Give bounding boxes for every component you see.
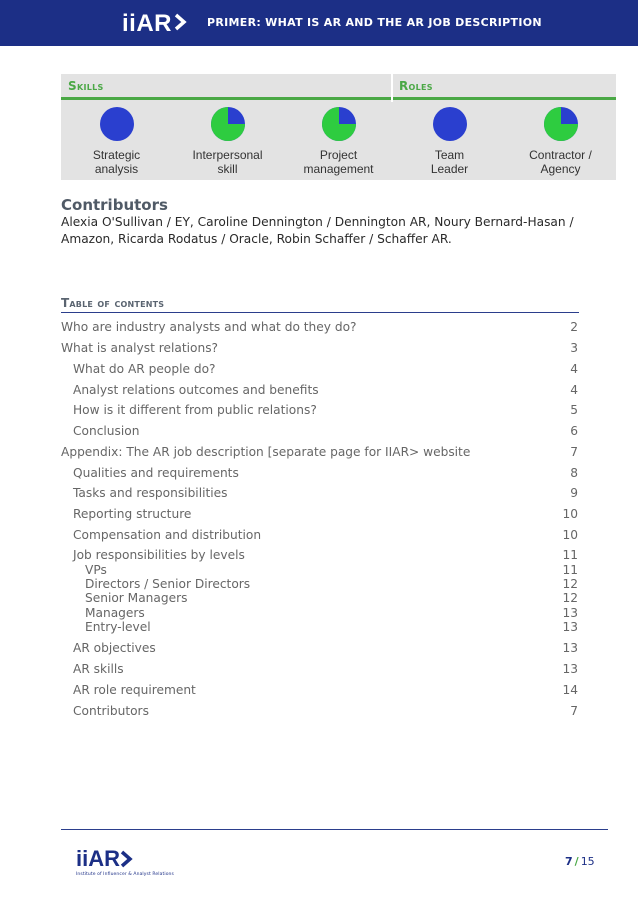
- toc-entry[interactable]: [61, 606, 578, 620]
- toc-entry-page: 7: [570, 445, 578, 459]
- page-header: [0, 0, 638, 46]
- page-separator: /: [574, 855, 579, 868]
- footer-logo-subtitle: Institute of Influencer & Analyst Relations: [76, 872, 174, 877]
- toc-entry-text: Compensation and distribution: [73, 528, 262, 542]
- toc-entry-page: 10: [562, 507, 578, 521]
- toc-entry[interactable]: [61, 563, 578, 577]
- cell-label-line2: Leader: [430, 162, 469, 176]
- toc-entry-page: 7: [570, 704, 578, 718]
- cell-label-line1: Strategic: [92, 148, 141, 162]
- toc-entry-page: 13: [562, 641, 578, 655]
- footer-logo-text: iiAR: [76, 846, 120, 871]
- page-current: 7: [565, 855, 573, 868]
- header-title: PRIMER: WHAT IS AR AND THE AR JOB DESCRIPTION: [207, 16, 542, 29]
- skill-interpersonal: [172, 104, 283, 180]
- toc-entry-page: 6: [570, 424, 578, 438]
- chevron-right-icon: [120, 850, 134, 868]
- toc-entry-text: Contributors: [73, 704, 149, 718]
- toc-entry-text: Who are industry analysts and what do they do?: [61, 320, 357, 334]
- toc-title: Table of contents: [61, 296, 579, 313]
- cell-label-line1: Project: [319, 148, 358, 162]
- toc-entry[interactable]: [61, 466, 578, 480]
- toc-entry-page: 13: [562, 662, 578, 676]
- toc-entry-page: 11: [562, 563, 578, 577]
- toc-entry-text: AR objectives: [73, 641, 156, 655]
- pie-slice-blue: [100, 107, 134, 141]
- contributors-title: Contributors: [61, 196, 168, 214]
- toc-entry[interactable]: [61, 591, 578, 605]
- toc-entry[interactable]: [61, 704, 578, 718]
- toc-entry-text: Reporting structure: [73, 507, 192, 521]
- role-team-leader: [394, 104, 505, 180]
- page-number: [565, 855, 595, 868]
- toc-entry[interactable]: [61, 641, 578, 655]
- toc-entry[interactable]: [61, 383, 578, 397]
- toc-entry[interactable]: [61, 662, 578, 676]
- pie-slice-blue: [433, 107, 467, 141]
- pie-chart-icon: [432, 106, 468, 142]
- toc-entry[interactable]: [61, 577, 578, 591]
- toc-entry-text: Job responsibilities by levels: [73, 548, 245, 562]
- toc-entry-text: VPs: [85, 563, 107, 577]
- roles-header: Roles: [393, 74, 616, 100]
- toc-entry-text: Senior Managers: [85, 591, 188, 605]
- pie-chart-icon: [210, 106, 246, 142]
- toc-entry-page: 2: [570, 320, 578, 334]
- header-logo-text: iiAR: [122, 10, 172, 37]
- page-total: 15: [580, 855, 595, 868]
- footer-divider: [61, 829, 608, 830]
- cell-label-line2: Agency: [540, 162, 581, 176]
- toc-entry-page: 5: [570, 403, 578, 417]
- toc-entry-text: Appendix: The AR job description [separate page for IIAR> website: [61, 445, 471, 459]
- toc-entry[interactable]: [61, 486, 578, 500]
- toc-entry-text: What do AR people do?: [73, 362, 216, 376]
- pie-chart-icon: [543, 106, 579, 142]
- pie-chart-icon: [321, 106, 357, 142]
- header-logo: [122, 10, 188, 38]
- toc-entry-text: What is analyst relations?: [61, 341, 219, 355]
- toc-entry-page: 4: [570, 383, 578, 397]
- toc-entry[interactable]: [61, 507, 578, 521]
- footer-logo: [76, 846, 174, 877]
- toc-entry-page: 8: [570, 466, 578, 480]
- role-contractor-agency: [505, 104, 616, 180]
- toc-entry-text: How is it different from public relations?: [73, 403, 317, 417]
- cell-label-line1: Contractor /: [529, 148, 592, 162]
- cell-label-line2: analysis: [94, 162, 139, 176]
- toc-entry[interactable]: [61, 548, 578, 562]
- toc-entry-text: Directors / Senior Directors: [85, 577, 251, 591]
- contributors-text: Alexia O'Sullivan / EY, Caroline Dennington / Dennington AR, Noury Bernard-Hasan / Amazon, Ricarda Rodatus / Oracle, Robin Schaffer / Schaffer AR.: [61, 215, 574, 246]
- toc-entry-text: Qualities and requirements: [73, 466, 239, 480]
- skill-strategic-analysis: [61, 104, 172, 180]
- toc-entry-page: 3: [570, 341, 578, 355]
- toc-entry-page: 12: [562, 577, 578, 591]
- toc-entry-text: AR skills: [73, 662, 124, 676]
- toc-entry-page: 10: [562, 528, 578, 542]
- toc-entry-page: 13: [562, 620, 578, 634]
- cell-label-line1: Team: [434, 148, 465, 162]
- cell-label-line2: skill: [217, 162, 238, 176]
- toc-entry[interactable]: [61, 528, 578, 542]
- toc-entry-text: Conclusion: [73, 424, 140, 438]
- chevron-right-icon: [174, 10, 188, 38]
- toc-entry-page: 13: [562, 606, 578, 620]
- toc-entry[interactable]: [61, 362, 578, 376]
- toc-entry-page: 12: [562, 591, 578, 605]
- cell-label-line2: management: [303, 162, 374, 176]
- toc-entry-text: Managers: [85, 606, 145, 620]
- toc-entry-page: 14: [562, 683, 578, 697]
- pie-chart-icon: [99, 106, 135, 142]
- skill-project-management: [283, 104, 394, 180]
- toc-entry-page: 11: [562, 548, 578, 562]
- skills-roles-table: [61, 74, 616, 180]
- toc-entry[interactable]: [61, 620, 578, 634]
- toc-entry[interactable]: [61, 424, 578, 438]
- toc-entry[interactable]: [61, 445, 578, 459]
- toc-entry-page: 4: [570, 362, 578, 376]
- cell-label-line1: Interpersonal: [192, 148, 263, 162]
- toc-entry[interactable]: [61, 683, 578, 697]
- toc-entry[interactable]: [61, 403, 578, 417]
- toc-entry[interactable]: [61, 320, 578, 334]
- toc-entry-text: AR role requirement: [73, 683, 196, 697]
- skills-header: Skills: [61, 74, 391, 100]
- toc-entry-text: Tasks and responsibilities: [73, 486, 228, 500]
- toc-entry-page: 9: [570, 486, 578, 500]
- toc-entry[interactable]: [61, 341, 578, 355]
- toc-entry-text: Entry-level: [85, 620, 151, 634]
- toc-entry-text: Analyst relations outcomes and benefits: [73, 383, 319, 397]
